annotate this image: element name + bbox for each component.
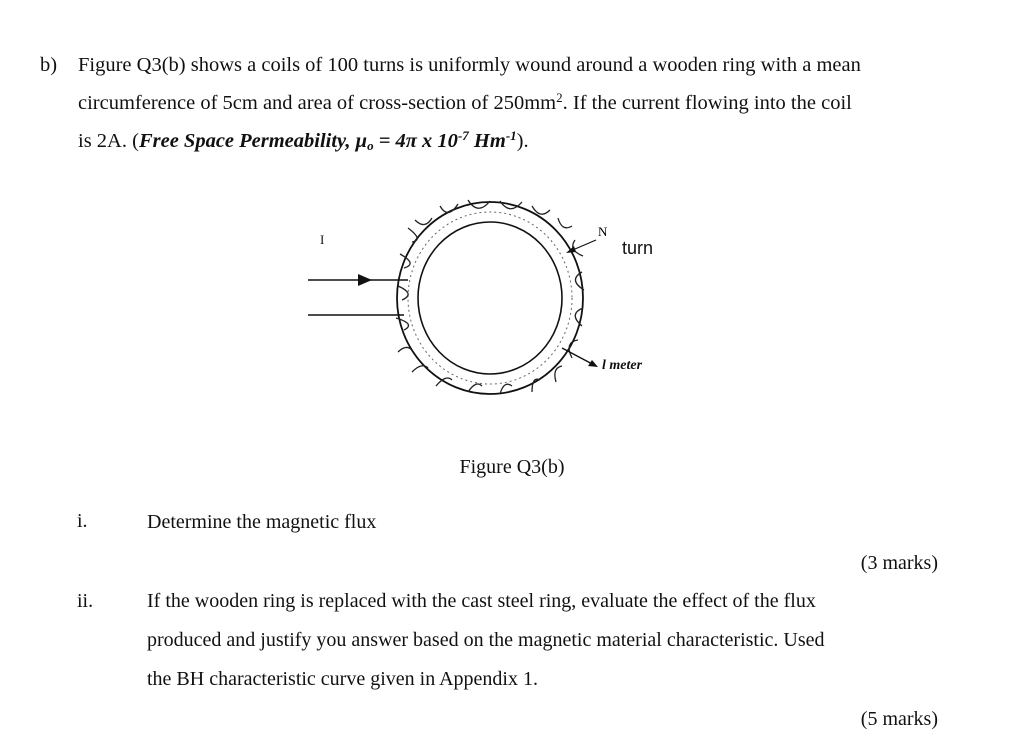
part-ii-text (147, 582, 825, 699)
part-ii-line-1: If the wooden ring is replaced with the cast steel ring, evaluate the effect of the flux (147, 590, 816, 612)
ring-outer (397, 202, 583, 394)
length-arrow-icon (588, 360, 598, 367)
part-ii-line-3: the BH characteristic curve given in Appendix 1. (147, 668, 538, 690)
meter-label: l meter (602, 358, 643, 373)
turn-label: turn (622, 238, 654, 258)
part-ii-marks: (5 marks) (860, 708, 938, 730)
question-line-3: is 2A. (Free Space Permeability, $\mu_o = 4\pi$ x $10^{-7}$ $Hm^{-1}$). (78, 128, 529, 153)
ring-mean-path (408, 212, 572, 384)
n-label: N (598, 224, 608, 239)
question-label: b) (40, 54, 58, 76)
part-ii-line-2: produced and justify you answer based on the magnetic material characteristic. Used (147, 629, 825, 651)
toroid-figure (300, 190, 680, 430)
part-i-text (147, 503, 376, 542)
figure-caption: Figure Q3(b) (459, 456, 565, 478)
question-line-2: circumference of 5cm and area of cross-section of $250mm^2$. If the current flowing into the coil (78, 90, 852, 114)
question-line-1: Figure Q3(b) shows a coils of 100 turns is uniformly wound around a wooden ring with a mean (78, 54, 861, 76)
n-arrow-icon (566, 246, 576, 253)
current-arrow-icon (358, 274, 372, 286)
part-ii-number: ii. (77, 590, 94, 612)
part-i-marks: (3 marks) (860, 552, 938, 574)
ring-inner (418, 222, 562, 374)
current-label: I (320, 232, 325, 247)
part-i-number: i. (77, 510, 88, 532)
toroid-diagram (300, 190, 680, 430)
question-text (78, 46, 958, 160)
part-i-line: Determine the magnetic flux (147, 511, 377, 533)
